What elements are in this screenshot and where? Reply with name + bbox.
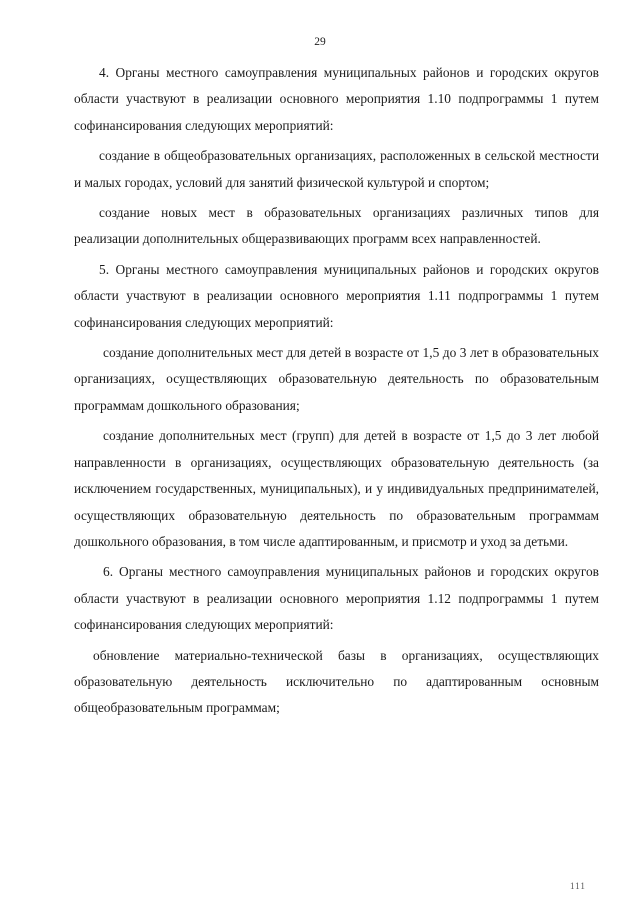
- paragraph-5-item-groups: создание дополнительных мест (групп) для детей в возрасте от 1,5 до 3 лет любой направленности в организациях, осуществляющих образовательную деятельность (за исключением государственных, муниципальных), и у индивидуальных предпринимателей, осуществляющих образовательную деятельность по образовательным программам дошкольного образования, в том числе адаптированным, и присмотр и уход за детьми.: [74, 428, 599, 549]
- paragraph-5-intro: 5. Органы местного самоуправления муниципальных районов и городских округов области участвуют в реализации основного мероприятия 1.11 подпрограммы 1 путем софинансирования следующих мероприятий:: [74, 261, 599, 330]
- paragraph-6-intro: 6. Органы местного самоуправления муниципальных районов и городских округов области участвуют в реализации основного мероприятия 1.12 подпрограммы 1 путем софинансирования следующих мероприятий:: [74, 564, 599, 633]
- paragraph-4-item-sport: создание в общеобразовательных организациях, расположенных в сельской местности и малых городах, условий для занятий физической культурой и спортом;: [74, 148, 599, 190]
- paragraph-4-item-new-places: создание новых мест в образовательных организациях различных типов для реализации дополнительных общеразвивающих программ всех направленностей.: [74, 205, 599, 247]
- document-body: [74, 60, 599, 722]
- paragraph-6-item-equipment: обновление материально-технической базы в организациях, осуществляющих образовательную деятельность исключительно по адаптированным основным общеобразовательным программам;: [74, 647, 599, 716]
- corner-mark: 111: [570, 881, 586, 891]
- paragraph-5-item-places: создание дополнительных мест для детей в возрасте от 1,5 до 3 лет в образовательных организациях, осуществляющих образовательную деятельность по образовательным программам дошкольного образования;: [74, 345, 599, 413]
- page-number: 29: [314, 36, 326, 48]
- paragraph-4-intro: 4. Органы местного самоуправления муниципальных районов и городских округов области участвуют в реализации основного мероприятия 1.10 подпрограммы 1 путем софинансирования следующих мероприятий:: [74, 65, 599, 133]
